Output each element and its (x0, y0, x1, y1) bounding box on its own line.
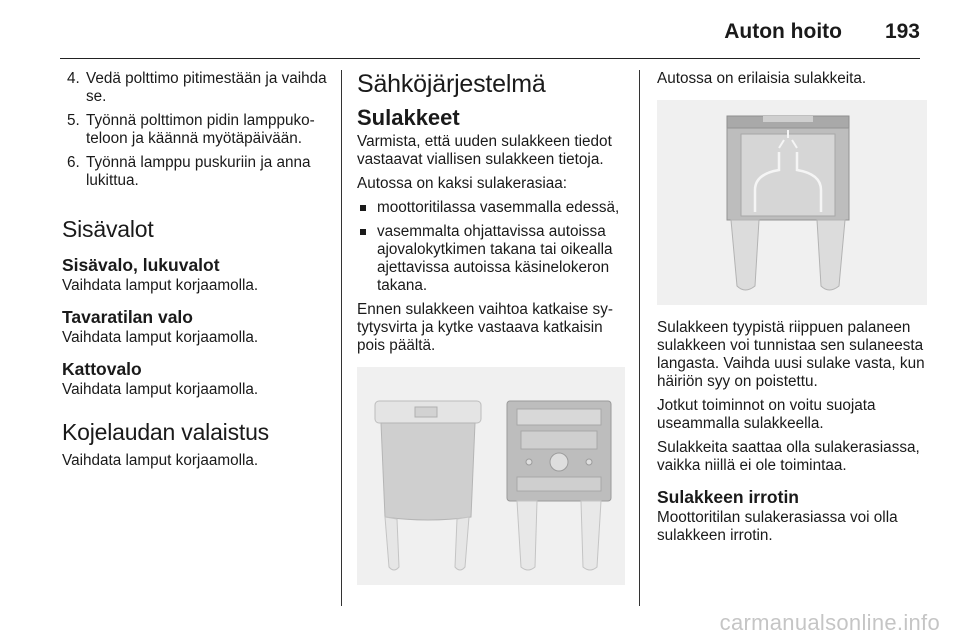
sisavalo-text: Vaihdata lamput korjaamolla. (62, 277, 259, 294)
header-rule (60, 58, 920, 59)
kojelauta-text: Vaihdata lamput korjaamolla. (62, 452, 259, 469)
tavaratila-heading: Tavaratilan valo (62, 307, 193, 327)
list-item: moottoritilassa vasemmalla edessä, (357, 199, 625, 217)
kojelauta-heading: Kojelaudan valaistus (62, 419, 269, 445)
paragraph: Sulakkeita saattaa olla sulakerasiassa, vaikka niillä ei ole toimintaa. (657, 439, 920, 474)
irrotin-heading: Sulakkeen irrotin (657, 487, 799, 507)
column-3 (657, 70, 927, 551)
tavaratila-text: Vaihdata lamput korjaamolla. (62, 329, 259, 346)
kattovalo-text: Vaihdata lamput korjaamolla. (62, 381, 259, 398)
paragraph: Ennen sulakkeen vaihtoa katkaise sytytysvirta ja kytke vastaava katkaisin pois päältä. (357, 301, 613, 354)
page-header (0, 0, 960, 60)
list-item: 6. Työnnä lamppu puskuriin ja anna lukittua. (67, 154, 311, 189)
header-title: Auton hoito (724, 20, 842, 43)
paragraph: Autossa on kaksi sulakerasiaa: (357, 175, 568, 192)
page-number: 193 (884, 20, 920, 43)
bullet-icon (360, 205, 366, 211)
column-2 (357, 70, 625, 585)
paragraph: Varmista, että uuden sulakkeen tiedot vastaavat viallisen sulakkeen tietoja. (357, 133, 612, 168)
blade-fuse-illustration (657, 100, 927, 305)
sulakkeet-heading: Sulakkeet (357, 105, 460, 130)
sisavalo-heading: Sisävalo, lukuvalot (62, 255, 220, 275)
fuses-illustration (357, 367, 625, 585)
irrotin-text: Moottoritilan sulakerasiassa voi olla sulakkeen irrotin. (657, 509, 898, 544)
steps-list (62, 70, 327, 190)
paragraph: Jotkut toiminnot on voitu suojata useammalla sulakkeella. (657, 397, 876, 432)
watermark-logo: carmanualsonline.info (719, 610, 940, 635)
paragraph: Autossa on erilaisia sulakkeita. (657, 70, 867, 87)
fusebox-list (357, 199, 625, 295)
list-item: 4. Vedä polttimo pitimestään ja vaihda se. (67, 70, 327, 105)
list-item: vasemmalta ohjattavissa autoissa ajovalokytkimen takana tai oikealla ajettavissa autoissa käsinelokeron takana. (357, 223, 625, 295)
sisavalot-heading: Sisävalot (62, 216, 154, 242)
kattovalo-heading: Kattovalo (62, 359, 142, 379)
column-1 (62, 70, 327, 476)
bullet-icon (360, 229, 366, 235)
column-divider (639, 70, 640, 606)
list-item: 5. Työnnä polttimon pidin lamppukoteloon ja käännä myötäpäivään. (67, 112, 315, 147)
column-divider (341, 70, 342, 606)
sahkojarjestelma-heading: Sähköjärjestelmä (357, 70, 546, 98)
fuse-types-icon (357, 367, 625, 585)
paragraph: Sulakkeen tyypistä riippuen palaneen sulakkeen voi tunnistaa sen sulaneesta langasta. Vaihda uusi sulake vasta, kun häiriön syy on poistettu. (657, 319, 925, 390)
blade-fuse-icon (657, 100, 919, 305)
